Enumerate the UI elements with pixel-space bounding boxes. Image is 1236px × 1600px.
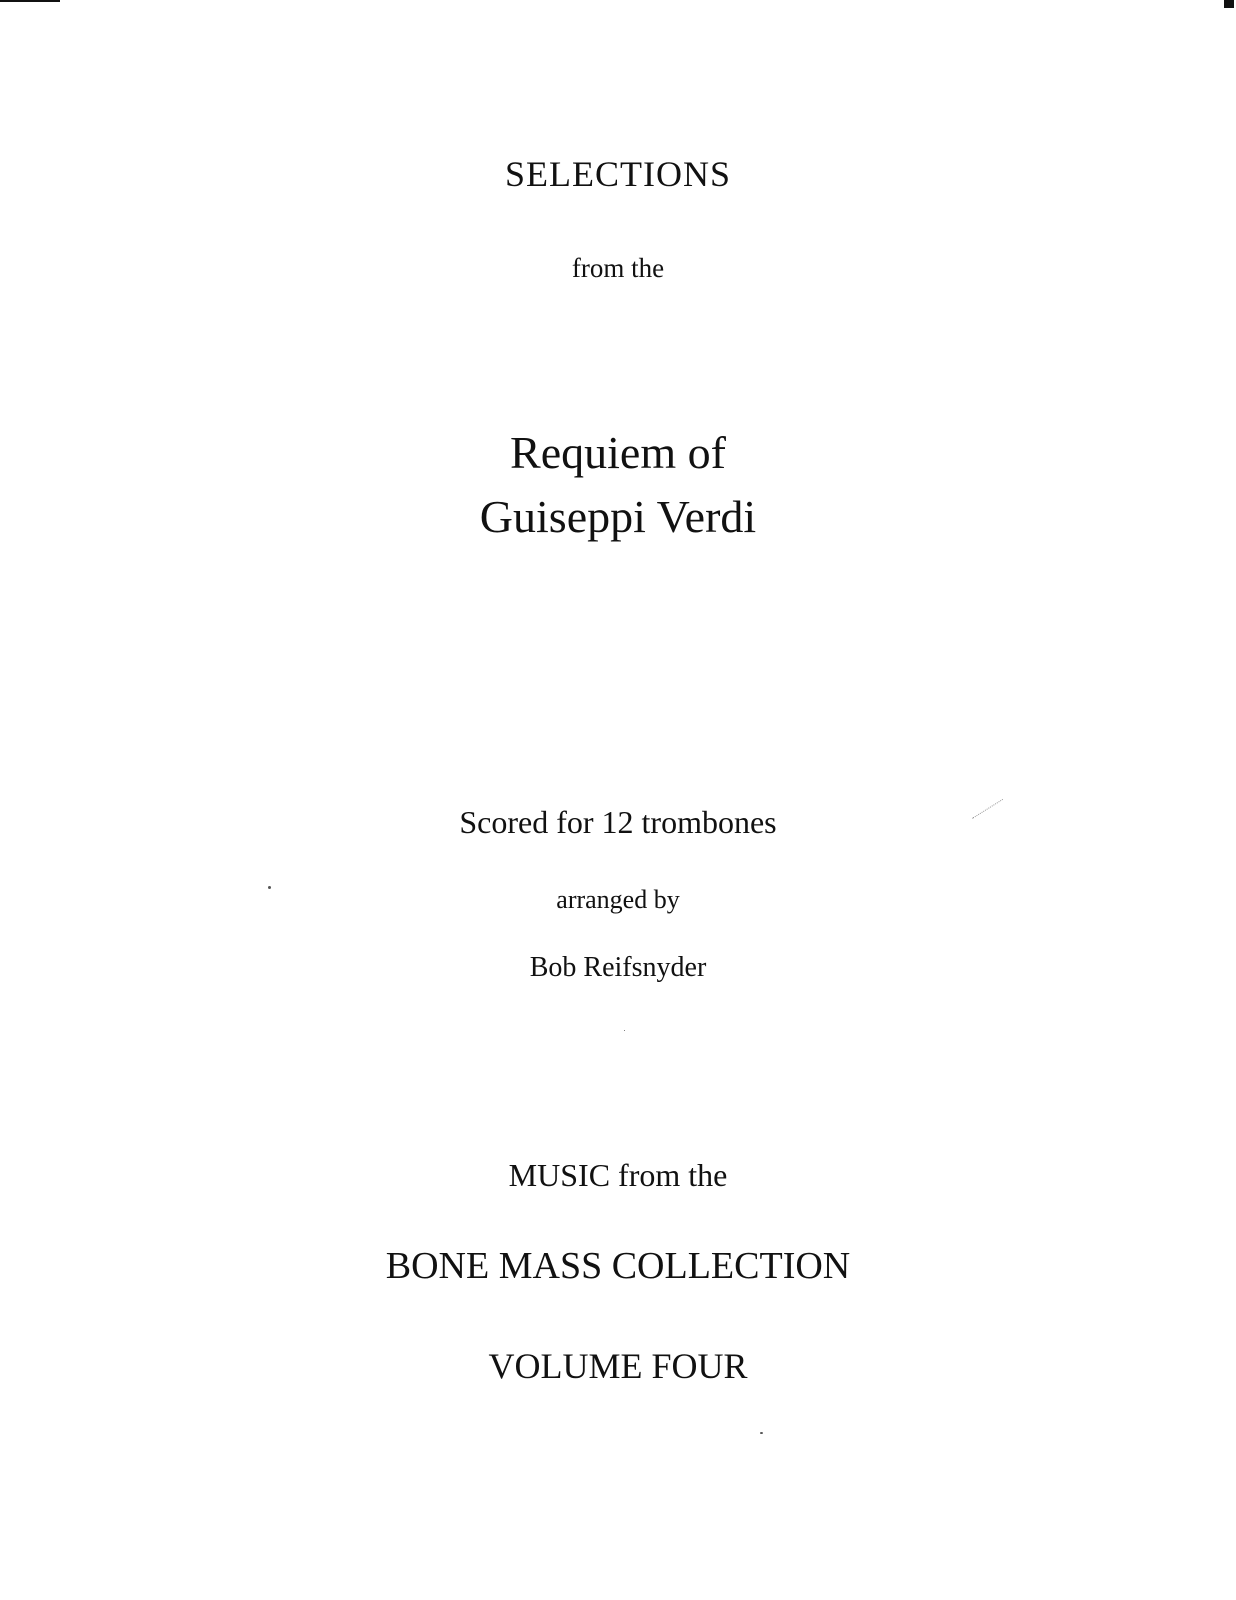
scan-speck bbox=[268, 886, 271, 889]
heading-selections: SELECTIONS bbox=[505, 154, 731, 194]
work-title-line-2: Guiseppi Verdi bbox=[479, 491, 757, 542]
arranger-name: Bob Reifsnyder bbox=[529, 952, 707, 983]
collection-intro: MUSIC from the bbox=[508, 1157, 728, 1193]
scan-edge-mark-right bbox=[1224, 0, 1234, 8]
scoring-text: Scored for 12 trombones bbox=[459, 804, 777, 840]
arranged-by-label: arranged by bbox=[556, 885, 680, 914]
work-title-line-1: Requiem of bbox=[510, 427, 726, 478]
subheading-from-the: from the bbox=[571, 253, 665, 283]
collection-name: BONE MASS COLLECTION bbox=[385, 1245, 851, 1287]
scan-speck bbox=[760, 1432, 763, 1434]
scan-speck bbox=[624, 1030, 625, 1031]
scan-edge-mark-left bbox=[0, 0, 60, 2]
collection-volume: VOLUME FOUR bbox=[488, 1346, 748, 1386]
